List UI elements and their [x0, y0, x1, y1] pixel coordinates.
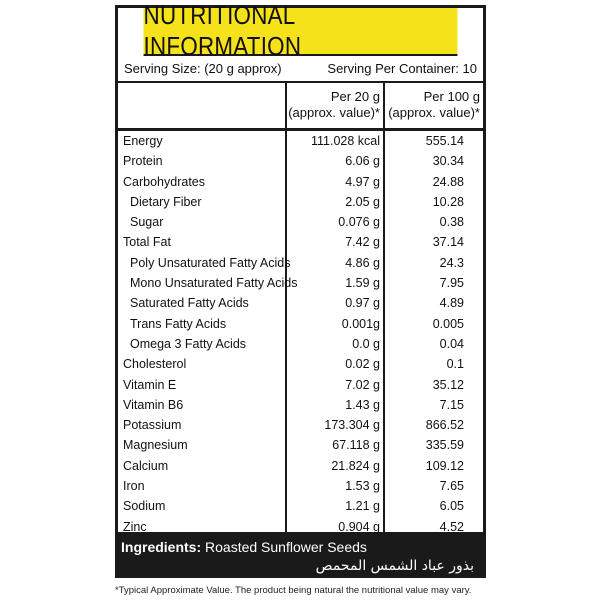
value-per-100g: 866.52 — [425, 418, 464, 433]
nutrient-name: Zinc — [123, 519, 147, 534]
ingredients-arabic: بذور عباد الشمس المحمص — [315, 558, 474, 574]
ingredients-text: Roasted Sunflower Seeds — [205, 539, 367, 555]
column-header-per-100g — [386, 89, 480, 121]
table-row — [118, 415, 483, 435]
table-row — [118, 435, 483, 455]
value-per-20g: 1.21 g — [345, 499, 380, 514]
value-per-20g: 1.53 g — [345, 479, 380, 494]
table-row — [118, 517, 483, 537]
value-per-100g: 30.34 — [432, 154, 464, 169]
value-per-100g: 24.3 — [439, 255, 464, 270]
nutrient-table — [118, 131, 483, 537]
nutrient-name: Trans Fatty Acids — [130, 316, 227, 331]
serving-row — [118, 56, 483, 83]
column-header-per-20g-line1: Per 20 g — [330, 89, 380, 104]
table-row — [118, 456, 483, 476]
nutrient-name: Total Fat — [123, 235, 171, 250]
value-per-20g: 67.118 g — [332, 438, 380, 453]
value-per-20g: 21.824 g — [331, 458, 380, 473]
column-header-per-100g-line1: Per 100 g — [423, 89, 480, 104]
serving-size: Serving Size: (20 g approx) — [124, 61, 282, 76]
value-per-20g: 173.304 g — [324, 418, 380, 433]
value-per-100g: 10.28 — [432, 194, 464, 209]
ingredients-box — [115, 535, 486, 578]
value-per-20g: 111.028 kcal — [310, 134, 380, 148]
nutrient-name: Magnesium — [123, 438, 188, 453]
value-per-20g: 4.86 g — [345, 255, 380, 270]
table-row — [118, 212, 483, 232]
value-per-20g: 4.97 g — [345, 174, 380, 189]
table-row — [118, 192, 483, 212]
value-per-20g: 0.076 g — [338, 215, 380, 230]
nutrient-name: Omega 3 Fatty Acids — [130, 336, 247, 351]
nutrient-name: Iron — [123, 479, 145, 494]
column-header-row — [118, 83, 483, 131]
nutrient-name: Energy — [123, 134, 163, 148]
value-per-100g: 4.52 — [439, 519, 464, 534]
nutrient-name: Cholesterol — [123, 357, 187, 372]
ingredients-english — [121, 539, 367, 555]
value-per-100g: 335.59 — [425, 438, 464, 453]
footnote: *Typical Approximate Value. The product being natural the nutritional value may vary. — [115, 585, 472, 596]
value-per-20g: 7.42 g — [345, 235, 380, 250]
value-per-100g: 0.38 — [439, 215, 464, 230]
value-per-100g: 555.14 — [425, 134, 464, 148]
label-title: NUTRITIONAL INFORMATION — [143, 0, 302, 61]
table-row — [118, 496, 483, 516]
table-row — [118, 395, 483, 415]
table-row — [118, 172, 483, 192]
nutrient-name: Saturated Fatty Acids — [130, 296, 249, 311]
value-per-100g: 37.14 — [432, 235, 464, 250]
value-per-20g: 1.43 g — [345, 397, 380, 412]
table-row — [118, 151, 483, 171]
table-row — [118, 476, 483, 496]
value-per-100g: 7.15 — [439, 397, 464, 412]
nutrient-name: Mono Unsaturated Fatty Acids — [130, 276, 298, 291]
value-per-100g: 0.1 — [446, 357, 464, 372]
table-row — [118, 253, 483, 273]
nutrient-name: Calcium — [123, 458, 169, 473]
table-row — [118, 354, 483, 374]
column-header-per-100g-line2: (approx. value)* — [388, 105, 480, 120]
column-header-per-20g-line2: (approx. value)* — [288, 105, 380, 120]
value-per-100g: 4.89 — [439, 296, 464, 311]
value-per-100g: 109.12 — [425, 458, 464, 473]
nutrient-name: Vitamin E — [123, 377, 177, 392]
value-per-100g: 0.005 — [432, 316, 464, 331]
nutrient-name: Vitamin B6 — [123, 397, 184, 412]
value-per-100g: 0.04 — [439, 336, 464, 351]
value-per-20g: 6.06 g — [345, 154, 380, 169]
label-title-bar — [143, 0, 458, 61]
value-per-20g: 2.05 g — [345, 194, 380, 209]
servings-per-container: Serving Per Container: 10 — [327, 61, 477, 76]
table-row — [118, 273, 483, 293]
table-row — [118, 232, 483, 252]
value-per-100g: 6.05 — [439, 499, 464, 514]
value-per-20g: 7.02 g — [345, 377, 380, 392]
table-row — [118, 375, 483, 395]
nutrient-name: Carbohydrates — [123, 174, 205, 189]
value-per-20g: 0.97 g — [345, 296, 380, 311]
value-per-20g: 0.0 g — [352, 336, 380, 351]
nutrient-name: Sodium — [123, 499, 166, 514]
table-row — [118, 314, 483, 334]
value-per-20g: 0.904 g — [338, 519, 380, 534]
nutrient-name: Poly Unsaturated Fatty Acids — [130, 255, 291, 270]
value-per-100g: 7.65 — [439, 479, 464, 494]
nutrient-name: Protein — [123, 154, 163, 169]
value-per-100g: 24.88 — [432, 174, 464, 189]
column-header-per-20g — [288, 89, 380, 121]
table-row — [118, 293, 483, 313]
value-per-20g: 1.59 g — [345, 276, 380, 291]
nutrient-name: Dietary Fiber — [130, 194, 202, 209]
value-per-20g: 0.02 g — [345, 357, 380, 372]
nutrient-name: Potassium — [123, 418, 182, 433]
table-row — [118, 334, 483, 354]
ingredients-label: Ingredients: — [121, 539, 202, 555]
nutrition-label — [115, 0, 486, 535]
value-per-20g: 0.001g — [341, 316, 380, 331]
table-row — [118, 131, 483, 151]
value-per-100g: 35.12 — [432, 377, 464, 392]
nutrient-name: Sugar — [130, 215, 164, 230]
value-per-100g: 7.95 — [439, 276, 464, 291]
